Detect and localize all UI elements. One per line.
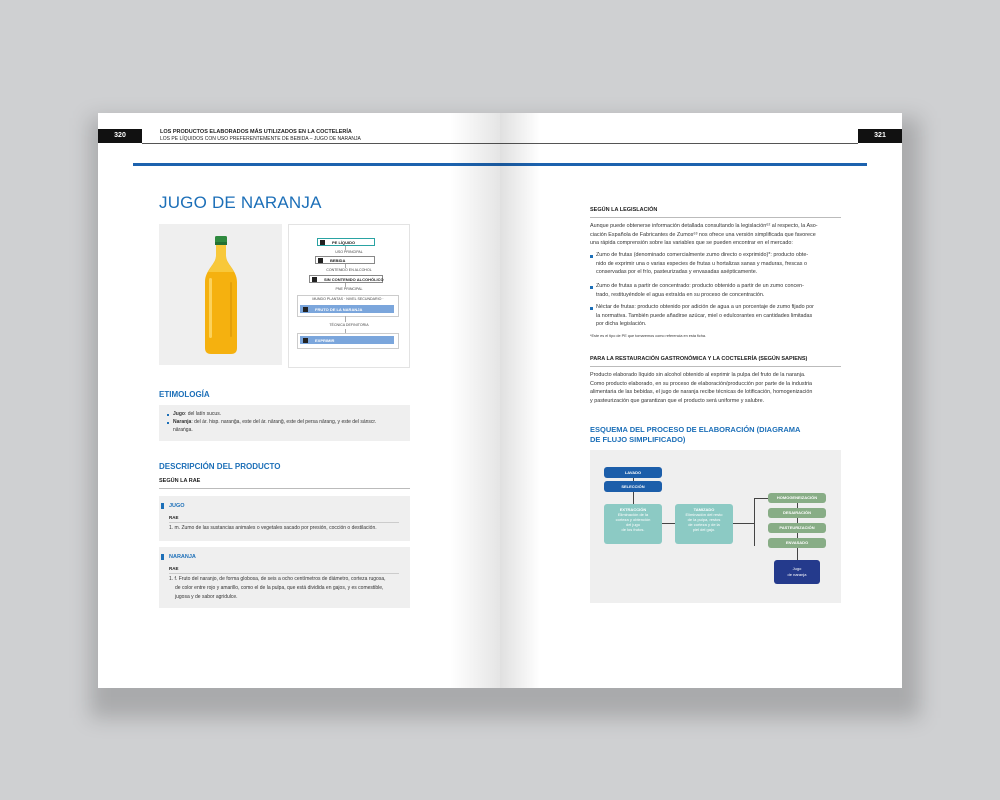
legislacion-note: *Este es el tipo de PE que tomaremos como referencia en esta ficha. bbox=[590, 334, 707, 338]
etimologia-item-naranja: Naranja: del ár. hisp. naranǧa, este del ár. nāranǧ, este del persa nārang, y este del sánscr. bbox=[173, 419, 377, 425]
restauracion-text bbox=[590, 371, 841, 405]
rest-line: Como producto elaborado, en su proceso de elaboración/producción por parte de la industria bbox=[590, 380, 813, 387]
intro-line: ciación Española de Fabricantes de Zumos⁶³ nos ofrece una versión simplificada que favorece bbox=[590, 231, 816, 238]
esquema-heading bbox=[590, 425, 841, 445]
class-label-pne: PNE PRINCIPAL bbox=[335, 287, 363, 291]
product-photo bbox=[159, 224, 282, 365]
bullet-icon bbox=[590, 255, 593, 258]
class-label-mundo: MUNDO PLANTAS · NIVEL SECUNDARIO · bbox=[312, 297, 384, 301]
step-jugo-final bbox=[774, 560, 820, 584]
step-homogeneizacion: HOMOGENEIZACIÓN bbox=[768, 493, 826, 503]
running-header-line1: LOS PRODUCTOS ELABORADOS MÁS UTILIZADOS EN LA COCTELERÍA bbox=[160, 129, 352, 135]
blue-band bbox=[500, 163, 867, 166]
etimologia-item-naranja-cont: nāraṅga. bbox=[173, 427, 193, 433]
descripcion-heading: DESCRIPCIÓN DEL PRODUCTO bbox=[159, 462, 281, 471]
jugo-source: RAE bbox=[169, 515, 179, 520]
naranja-box bbox=[159, 547, 410, 608]
rest-line: y pasteurización que garantizan que el producto será uniforme y salubre. bbox=[590, 397, 765, 404]
tamizado-line: piel del gajo. bbox=[692, 527, 716, 532]
item-line: trado, restituyéndole el agua extraída en su proceso de concentración. bbox=[596, 291, 765, 298]
extraccion-line: corteza y obtención bbox=[615, 517, 651, 522]
bullet-icon bbox=[590, 286, 593, 289]
legislacion-item-concentrado bbox=[596, 282, 841, 299]
class-box-sin-alcohol: SIN CONTENIDO ALCOHÓLICO bbox=[309, 275, 383, 283]
restauracion-heading: PARA LA RESTAURACIÓN GASTRONÓMICA Y LA COCTELERÍA (SEGÚN SAPIENS) bbox=[590, 356, 808, 362]
gutter-shadow-left bbox=[450, 113, 500, 688]
blue-band bbox=[133, 163, 500, 166]
bullet-icon bbox=[167, 422, 169, 424]
class-label-alcohol: CONTENIDO EN ALCOHOL bbox=[326, 268, 372, 272]
juice-bottle-icon bbox=[204, 236, 238, 354]
etimologia-heading: ETIMOLOGÍA bbox=[159, 390, 210, 399]
class-connector bbox=[345, 316, 346, 322]
tamizado-line: de corteza y de la bbox=[688, 522, 720, 527]
page-number-left: 320 bbox=[98, 129, 142, 143]
final-line: Jugo bbox=[792, 566, 802, 571]
class-box-liquido: PE LÍQUIDO bbox=[317, 238, 375, 246]
flow-connector bbox=[662, 523, 675, 524]
class-box-bebida: BEBIDA bbox=[315, 256, 375, 264]
item-line: Néctar de frutas: producto obtenido por adición de agua a un porcentaje de zumo fijado por bbox=[596, 304, 814, 310]
extraccion-line: del jugo bbox=[625, 522, 640, 527]
flow-connector bbox=[797, 548, 798, 560]
item-line: Zumo de frutas a partir de concentrado: producto obtenido a partir de un zumo concen- bbox=[596, 283, 804, 289]
class-box-exprimir: EXPRIMIR bbox=[300, 336, 394, 344]
flow-connector bbox=[754, 498, 768, 499]
left-page bbox=[98, 113, 500, 688]
etimologia-item-jugo: Jugo: del latín sucus. bbox=[173, 411, 222, 417]
jugo-definition: 1. m. Zumo de las sustancias animales o vegetales sacado por presión, cocción o destilación. bbox=[169, 525, 377, 531]
step-pasteurizacion: PASTEURIZACIÓN bbox=[768, 523, 826, 533]
class-box-fruto: FRUTO DE LA NARANJA bbox=[300, 305, 394, 313]
step-desairacion: DESAIRACIÓN bbox=[768, 508, 826, 518]
page-title: JUGO DE NARANJA bbox=[159, 193, 322, 212]
naranja-def-line: jugosa y de sabor agridulce. bbox=[175, 594, 238, 600]
naranja-def-line: de color entre rojo y amarillo, como el de la pulpa, que está dividida en gajos, y es comestible, bbox=[175, 585, 384, 591]
tamizado-line: de la pulpa, restos bbox=[687, 517, 721, 522]
running-header-line2: LOS PE LÍQUIDOS CON USO PREFERENTEMENTE DE BEBIDA – JUGO DE NARANJA bbox=[160, 136, 361, 142]
naranja-rule bbox=[169, 573, 399, 574]
item-line: conservadas por el frío, pasteurizadas y envasadas asépticamente. bbox=[596, 269, 758, 276]
step-envasado: ENVASADO bbox=[768, 538, 826, 548]
class-group-mundo bbox=[297, 295, 399, 317]
naranja-term: NARANJA bbox=[169, 554, 196, 560]
legislacion-item-nectar bbox=[596, 303, 841, 329]
class-group-tecnica bbox=[297, 333, 399, 349]
extraccion-title: EXTRACCIÓN bbox=[619, 507, 647, 512]
step-seleccion: SELECCIÓN bbox=[604, 481, 662, 492]
bullet-icon bbox=[167, 414, 169, 416]
extraccion-line: Eliminación de la bbox=[617, 512, 649, 517]
marker-icon bbox=[161, 554, 164, 560]
rest-line: alimentaria de las bebidas, el jugo de naranja recibe técnicas de lotificación, homogenización bbox=[590, 389, 813, 396]
descripcion-sub: SEGÚN LA RAE bbox=[159, 478, 201, 484]
esquema-heading-line: ESQUEMA DEL PROCESO DE ELABORACIÓN (DIAGRAMA bbox=[590, 425, 801, 434]
legislacion-intro bbox=[590, 222, 841, 248]
class-label-tecnica: TÉCNICA DEFINITORIA bbox=[329, 323, 369, 327]
page-number-right: 321 bbox=[858, 129, 902, 143]
naranja-def-line: 1. f. Fruto del naranjo, de forma globosa, de seis a ocho centímetros de diámetro, corteza rugosa, bbox=[169, 576, 386, 582]
esquema-heading-line: DE FLUJO SIMPLIFICADO) bbox=[590, 435, 686, 444]
right-page bbox=[500, 113, 902, 688]
bullet-icon bbox=[590, 307, 593, 310]
jugo-box bbox=[159, 496, 410, 541]
intro-line: Aunque puede obtenerse información detallada consultando la legislación⁶² al respecto, la Aso- bbox=[590, 223, 818, 229]
item-line: Zumo de frutas (denominado comercialmente zumo directo o exprimido)*: producto obte- bbox=[596, 252, 809, 258]
legislacion-rule bbox=[590, 217, 841, 218]
process-diagram bbox=[590, 450, 841, 603]
class-label-uso: USO PRINCIPAL bbox=[335, 250, 363, 254]
flow-connector bbox=[754, 498, 755, 546]
gutter-shadow-right bbox=[500, 113, 540, 688]
rest-line: Producto elaborado líquido sin alcohol obtenido al exprimir la pulpa del fruto de la naranja. bbox=[590, 372, 806, 378]
legislacion-item-directo bbox=[596, 251, 841, 277]
header-rule bbox=[142, 143, 500, 144]
item-line: nido de exprimir una o varias especies de frutas u hortalizas sanas y maduras, frescas o bbox=[596, 260, 807, 267]
item-line: la normativa. También puede añadirse azúcar, miel o edulcorantes en cantidades limitadas bbox=[596, 312, 813, 319]
descripcion-rule bbox=[159, 488, 410, 489]
flow-connector bbox=[633, 492, 634, 504]
jugo-rule bbox=[169, 522, 399, 523]
etimologia-box bbox=[159, 405, 410, 441]
marker-icon bbox=[161, 503, 164, 509]
extraccion-line: de los frutos. bbox=[621, 527, 645, 532]
legislacion-heading: SEGÚN LA LEGISLACIÓN bbox=[590, 207, 658, 213]
step-extraccion bbox=[604, 504, 662, 544]
flow-connector bbox=[733, 523, 754, 524]
step-tamizado bbox=[675, 504, 733, 544]
restauracion-rule bbox=[590, 366, 841, 367]
naranja-source: RAE bbox=[169, 566, 179, 571]
intro-line: una rápida comprensión sobre las variables que se pueden encontrar en el mercado: bbox=[590, 240, 793, 247]
tamizado-title: TAMIZADO bbox=[693, 507, 715, 512]
final-line: de naranja bbox=[787, 572, 807, 577]
item-line: por dicha legislación. bbox=[596, 321, 647, 328]
step-lavado: LAVADO bbox=[604, 467, 662, 478]
tamizado-line: Eliminación del resto bbox=[685, 512, 723, 517]
classification-chart bbox=[288, 224, 410, 368]
jugo-term: JUGO bbox=[169, 503, 185, 509]
header-rule bbox=[500, 143, 858, 144]
